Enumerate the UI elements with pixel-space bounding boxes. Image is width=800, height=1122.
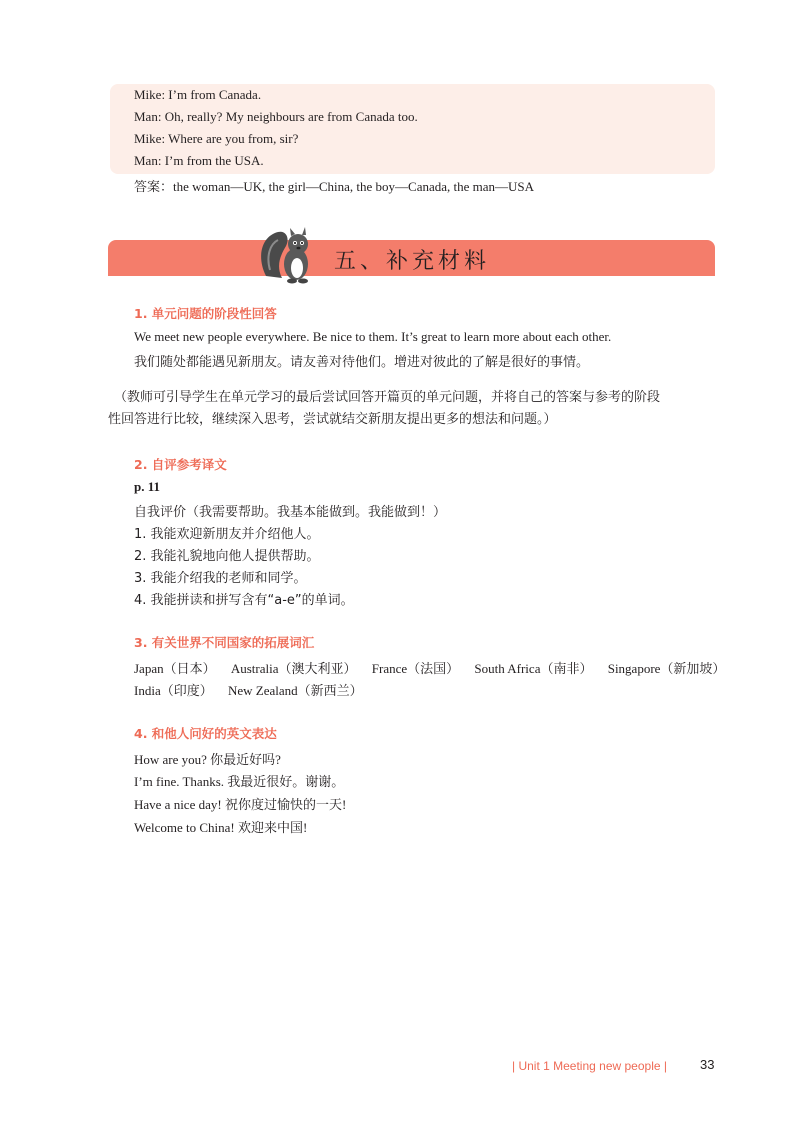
self-assessment-item: 4. 我能拼读和拼写含有“a-e”的单词。 [134, 593, 354, 608]
dialogue-line: Mike: Where are you from, sir? [134, 131, 299, 146]
greeting-line: How are you? 你最近好吗? [134, 752, 281, 767]
vocab-item: France（法国） [371, 661, 460, 676]
page-reference: p. 11 [134, 479, 161, 494]
vocab-item: South Africa（南非） [474, 661, 593, 676]
self-assessment-item: 2. 我能礼貌地向他人提供帮助。 [134, 549, 320, 564]
greeting-line: I’m fine. Thanks. 我最近很好。谢谢。 [134, 774, 345, 789]
part1-chinese: 我们随处都能遇见新朋友。请友善对待他们。增进对彼此的了解是很好的事情。 [134, 355, 590, 370]
part1-english: We meet new people everywhere. Be nice to them. It’s great to learn more about each other. [134, 329, 612, 344]
vocab-row [134, 658, 737, 677]
vocab-item: Singapore（新加坡） [607, 661, 726, 676]
vocab-item: New Zealand（新西兰） [227, 683, 363, 698]
dialogue-box [110, 84, 715, 174]
vocab-row [134, 680, 375, 699]
answer-line: 答案：the woman—UK, the girl—China, the boy—Canada, the man—USA [134, 179, 535, 194]
self-assessment-intro: 自我评价（我需要帮助。我基本能做到。我能做到！） [134, 505, 447, 520]
teacher-note-line2: 性回答进行比较，继续深入思考，尝试就结交新朋友提出更多的想法和问题。） [108, 412, 557, 427]
part3-heading: 3. 有关世界不同国家的拓展词汇 [134, 635, 315, 650]
greeting-line: Have a nice day! 祝你度过愉快的一天! [134, 797, 347, 812]
self-assessment-item: 3. 我能介绍我的老师和同学。 [134, 571, 307, 586]
section-title: 五、补充材料 [334, 249, 491, 274]
dialogue-line: Man: Oh, really? My neighbours are from Canada too. [134, 109, 418, 124]
squirrel-mascot-icon [256, 226, 318, 284]
page-number: 33 [700, 1057, 715, 1072]
part2-heading: 2. 自评参考译文 [134, 457, 227, 472]
teacher-note-line1: （教师可引导学生在单元学习的最后尝试回答开篇页的单元问题，并将自己的答案与参考的阶段 [114, 390, 661, 405]
part4-heading: 4. 和他人问好的英文表达 [134, 726, 277, 741]
footer-unit-label: | Unit 1 Meeting new people | [512, 1059, 667, 1073]
dialogue-line: Mike: I’m from Canada. [134, 87, 262, 102]
vocab-item: Japan（日本） [134, 661, 216, 676]
vocab-item: Australia（澳大利亚） [230, 661, 357, 676]
dialogue-line: Man: I’m from the USA. [134, 153, 264, 168]
vocab-item: India（印度） [134, 683, 213, 698]
self-assessment-item: 1. 我能欢迎新朋友并介绍他人。 [134, 527, 320, 542]
part1-heading: 1. 单元问题的阶段性回答 [134, 306, 277, 321]
greeting-line: Welcome to China! 欢迎来中国! [134, 820, 308, 835]
